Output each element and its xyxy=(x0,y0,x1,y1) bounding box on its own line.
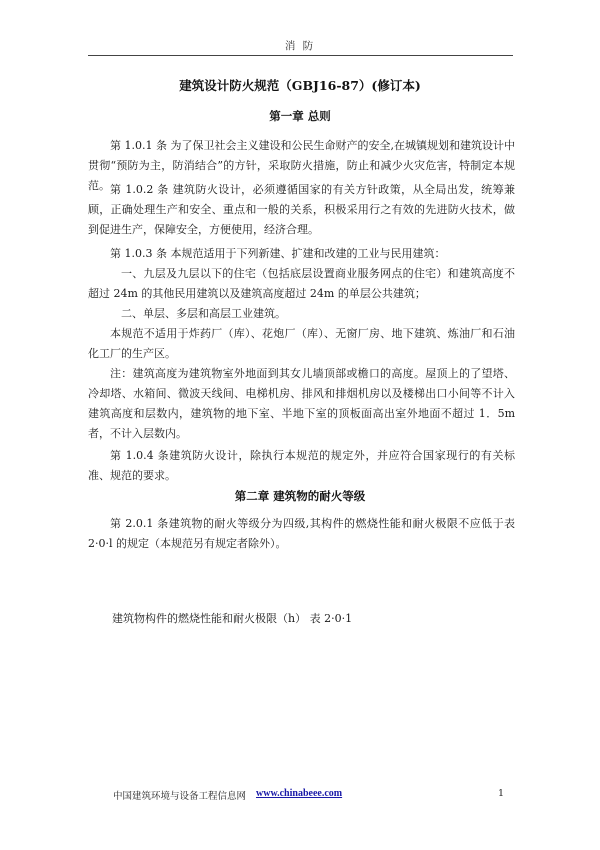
footer-website-link[interactable]: www.chinabeee.com xyxy=(256,788,343,799)
header-divider xyxy=(88,55,513,56)
article-2-0-1: 第 2.0.1 条建筑物的耐火等级分为四级,其构件的燃烧性能和耐火极限不应低于表 2·0·l 的规定（本规范另有规定者除外）。 xyxy=(88,517,515,550)
table-caption: 建筑物构件的燃烧性能和耐火极限（h） 表 2·0·1 xyxy=(112,612,353,625)
chapter-1-heading: 第一章 总则 xyxy=(269,109,331,123)
article-1-0-4: 第 1.0.4 条建筑防火设计，除执行本规范的规定外，并应符合国家现行的有关标准、规范的要求。 xyxy=(88,449,515,482)
chapter-2-heading: 第二章 建筑物的耐火等级 xyxy=(234,489,366,503)
article-1-0-3: 第 1.0.3 条 本规范适用于下列新建、扩建和改建的工业与民用建筑： xyxy=(110,247,446,260)
footer-site-name: 中国建筑环境与设备工程信息网 xyxy=(113,791,247,802)
note-paragraph: 注：建筑高度为建筑物室外地面到其女儿墙顶部或檐口的高度。屋顶上的了望塔、冷却塔、水箱间、微波天线间、电梯机房、排风和排烟机房以及楼梯出口小间等不计入建筑高度和层数内，建筑物的地下室、半地下室的顶板面高出室外地面不超过 1．5m 者，不计入层数内。 xyxy=(88,367,515,440)
exclusion-paragraph: 本规范不适用于炸药厂（库）、花炮厂（库）、无窗厂房、地下建筑、炼油厂和石油化工厂的生产区。 xyxy=(88,327,515,360)
page-number: 1 xyxy=(498,788,505,799)
document-title: 建筑设计防火规范（GBJ16-87）(修订本) xyxy=(179,78,421,93)
article-1-0-3-item-1: 一、九层及九层以下的住宅（包括底层设置商业服务网点的住宅）和建筑高度不超过 24m 的其他民用建筑以及建筑高度超过 24m 的单层公共建筑； xyxy=(88,267,515,300)
running-header: 消 防 xyxy=(284,40,316,52)
article-1-0-3-item-2: 二、单层、多层和高层工业建筑。 xyxy=(121,307,286,320)
article-1-0-1: 第 1.0.1 条 为了保卫社会主义建设和公民生命财产的安全,在城镇规划和建筑设计中贯彻“预防为主，防消结合”的方针，采取防火措施，防止和减少火灾危害，特制定本规范。 xyxy=(88,139,515,192)
article-1-0-2: 第 1.0.2 条 建筑防火设计，必须遵循国家的有关方针政策，从全局出发，统筹兼顾，正确处理生产和安全、重点和一般的关系，积极采用行之有效的先进防火技术，做到促进生产，保障安全，方便使用，经济合理。 xyxy=(88,183,515,236)
